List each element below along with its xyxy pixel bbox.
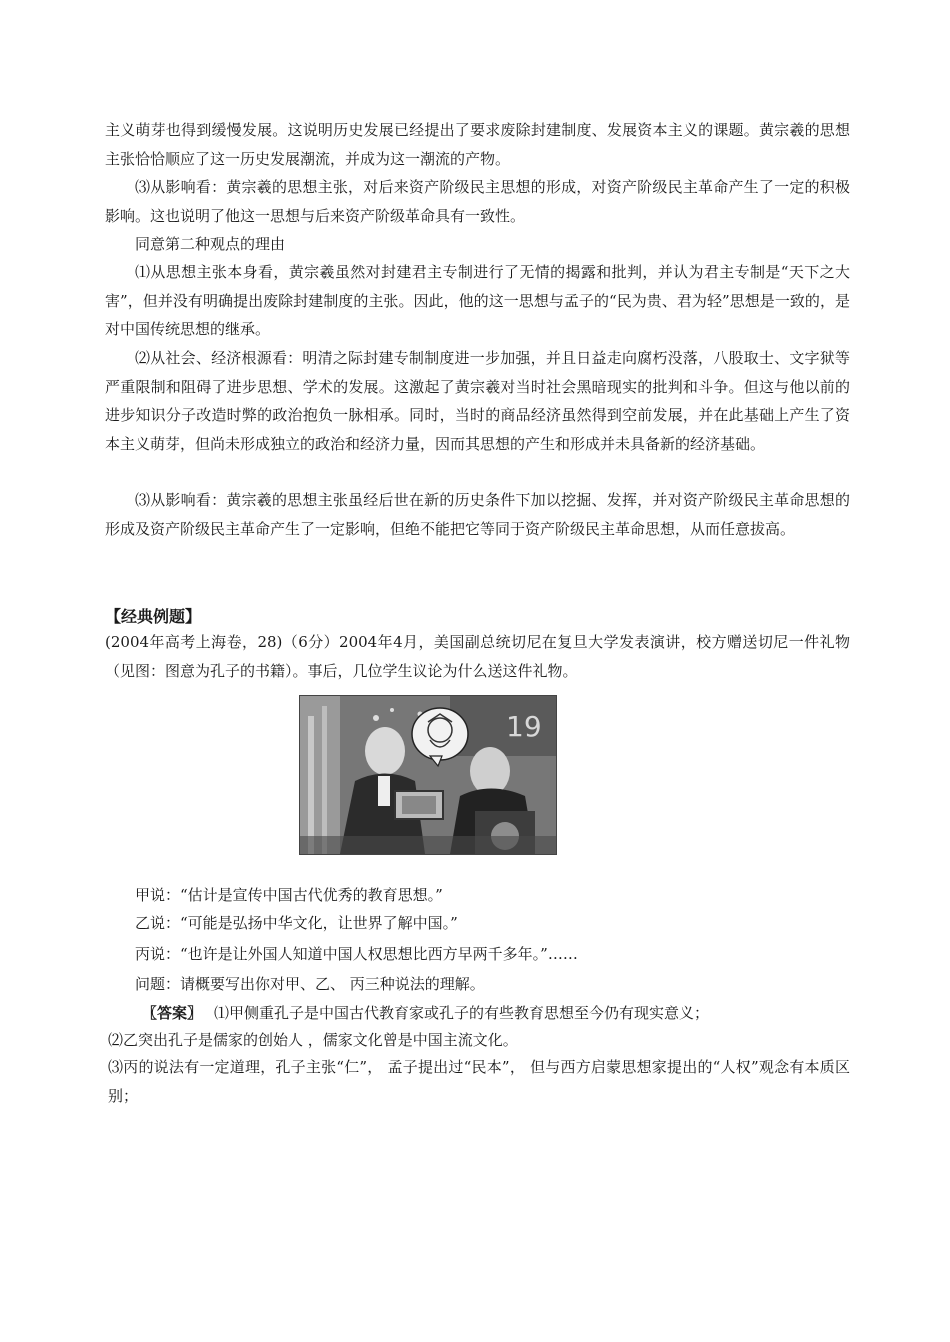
photo-number-text: 19 xyxy=(506,710,542,743)
paragraph-influence-2: ⑶从影响看：黄宗羲的思想主张虽经后世在新的历史条件下加以挖掘、发挥，并对资产阶级民主革命思想的形成及资产阶级民主革命产生了一定影响，但绝不能把它等同于资产阶级民主革命思想，从而任意拔高。 xyxy=(105,491,850,538)
quote-bing: 丙说：“也许是让外国人知道中国人权思想比西方早两千多年。”…… xyxy=(135,945,578,963)
answer-line-2: ⑵乙突出孔子是儒家的创始人 ，儒家文化曾是中国主流文化。 xyxy=(108,1031,518,1049)
answer-line-1 xyxy=(142,999,709,1027)
quote-yi: 乙说：“可能是弘扬中华文化，让世界了解中国。” xyxy=(135,914,458,932)
example-heading: 【经典例题】 xyxy=(105,607,202,626)
quote-jia: 甲说：“估计是宣传中国古代优秀的教育思想。” xyxy=(135,886,443,904)
gift-photo-illustration xyxy=(300,696,556,854)
question-text: 问题：请概要写出你对甲、乙、 丙三种说法的理解。 xyxy=(135,975,485,993)
paragraph-conclusion: 主义萌芽也得到缓慢发展。这说明历史发展已经提出了要求废除封建制度、发展资本主义的课题。黄宗羲的思想主张恰恰顺应了这一历史发展潮流，并成为这一潮流的产物。 xyxy=(105,121,850,168)
paragraph-thought-2: ⑴从思想主张本身看，黄宗羲虽然对封建君主专制进行了无情的揭露和批判，并认为君主专制是“天下之大害”，但并没有明确提出废除封建制度的主张。因此，他的这一思想与孟子的“民为贵、君为轻”思想是一致的，是对中国传统思想的继承。 xyxy=(105,263,850,338)
answer-line-3: ⑶丙的说法有一定道理，孔子主张“仁”， 孟子提出过“民本”， 但与西方启蒙思想家提出的“人权”观念有本质区别； xyxy=(108,1058,850,1105)
paragraph-economy-2: ⑵从社会、经济根源看：明清之际封建专制制度进一步加强，并且日益走向腐朽没落，八股取士、文字狱等严重限制和阻碍了进步思想、学术的发展。这激起了黄宗羲对当时社会黑暗现实的批判和斗争。但这与他以前的进步知识分子改造时弊的政治抱负一脉相承。同时，当时的商品经济虽然得到空前发展，并在此基础上产生了资本主义萌芽，但尚未形成独立的政治和经济力量，因而其思想的产生和形成并未具备新的经济基础。 xyxy=(105,349,850,453)
paragraph-influence-1: ⑶从影响看：黄宗羲的思想主张，对后来资产阶级民主思想的形成，对资产阶级民主革命产生了一定的积极影响。这也说明了他这一思想与后来资产阶级革命具有一致性。 xyxy=(105,178,850,225)
paragraph-second-view-title: 同意第二种观点的理由 xyxy=(135,235,286,253)
gift-photo xyxy=(299,695,557,855)
answer-label: 〖答案〗 xyxy=(142,1004,203,1022)
answer-1-text: ⑴甲侧重孔子是中国古代教育家或孔子的有些教育思想至今仍有现实意义； xyxy=(214,1004,710,1022)
example-intro: (2004年高考上海卷，28)（6分）2004年4月，美国副总统切尼在复旦大学发表演讲，校方赠送切尼一件礼物（见图：图意为孔子的书籍）。事后，几位学生议论为什么送这件礼物。 xyxy=(105,633,850,680)
